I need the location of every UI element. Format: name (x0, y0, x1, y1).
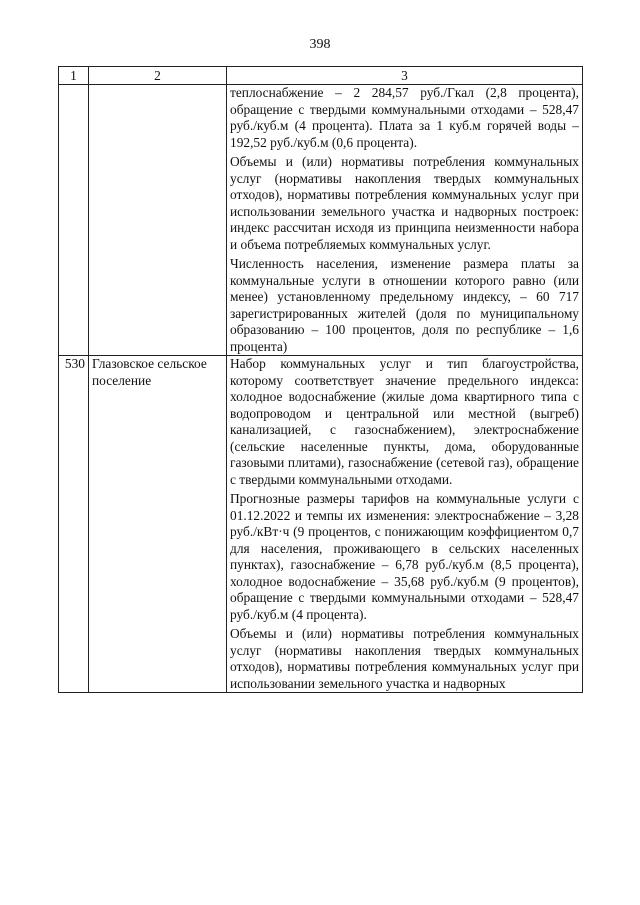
column-header-1: 1 (59, 67, 89, 85)
table-row (59, 356, 583, 693)
paragraph: Набор коммунальных услуг и тип благоустройства, которому соответствует значение предельного индекса: холодное водоснабжение (жилые дома квартирного типа с водопроводом и центральной или местной (выгреб) канализацией, с газоснабжением), электроснабжение (сельские населенные пункты, дома, оборудованные газовыми плитами), газоснабжение (сетевой газ), обращение с твердыми коммунальными отходами. (230, 356, 579, 487)
paragraph: Прогнозные размеры тарифов на коммунальные услуги с 01.12.2022 и темпы их изменения: электроснабжение – 3,28 руб./кВт·ч (9 процентов, с понижающим коэффициентом 0,7 для населения, проживающего в сельских населенных пунктах), газоснабжение – 6,78 руб./куб.м (8,5 процента), холодное водоснабжение – 35,68 руб./куб.м (9 процентов), обращение с твердыми коммунальными отходами – 528,47 руб./куб.м (4 процента). (230, 491, 579, 622)
table-row (59, 85, 583, 356)
description-cell (227, 356, 583, 693)
data-table (58, 66, 583, 693)
municipality-name-cell (89, 85, 227, 356)
paragraph: Численность населения, изменение размера платы за коммунальные услуги в отношении которого равно (или менее) установленному предельному индексу, – 60 717 зарегистрированных жителей (доля по муниципальному образованию – 100 процентов, доля по республике – 1,6 процента) (230, 256, 579, 354)
municipality-name-cell: Глазовское сельское поселение (89, 356, 227, 693)
page-number: 398 (309, 37, 331, 52)
description-cell (227, 85, 583, 356)
paragraph: Объемы и (или) нормативы потребления коммунальных услуг (нормативы накопления твердых коммунальных отходов), нормативы потребления коммунальных услуг при использовании земельного участка и надворных (230, 626, 579, 691)
paragraph: теплоснабжение – 2 284,57 руб./Гкал (2,8 процента), обращение с твердыми коммунальными отходами – 528,47 руб./куб.м (4 процента). Плата за 1 куб.м горячей воды – 192,52 руб./куб.м (0,6 процента). (230, 85, 579, 150)
column-header-2: 2 (89, 67, 227, 85)
row-number-cell (59, 85, 89, 356)
row-number-cell: 530 (59, 356, 89, 693)
column-header-3: 3 (227, 67, 583, 85)
table-header-row (59, 67, 583, 85)
paragraph: Объемы и (или) нормативы потребления коммунальных услуг (нормативы накопления твердых коммунальных отходов), нормативы потребления коммунальных услуг при использовании земельного участка и надворных построек: индекс рассчитан исходя из принципа неизменности набора и объема потребляемых коммунальных услуг. (230, 154, 579, 252)
